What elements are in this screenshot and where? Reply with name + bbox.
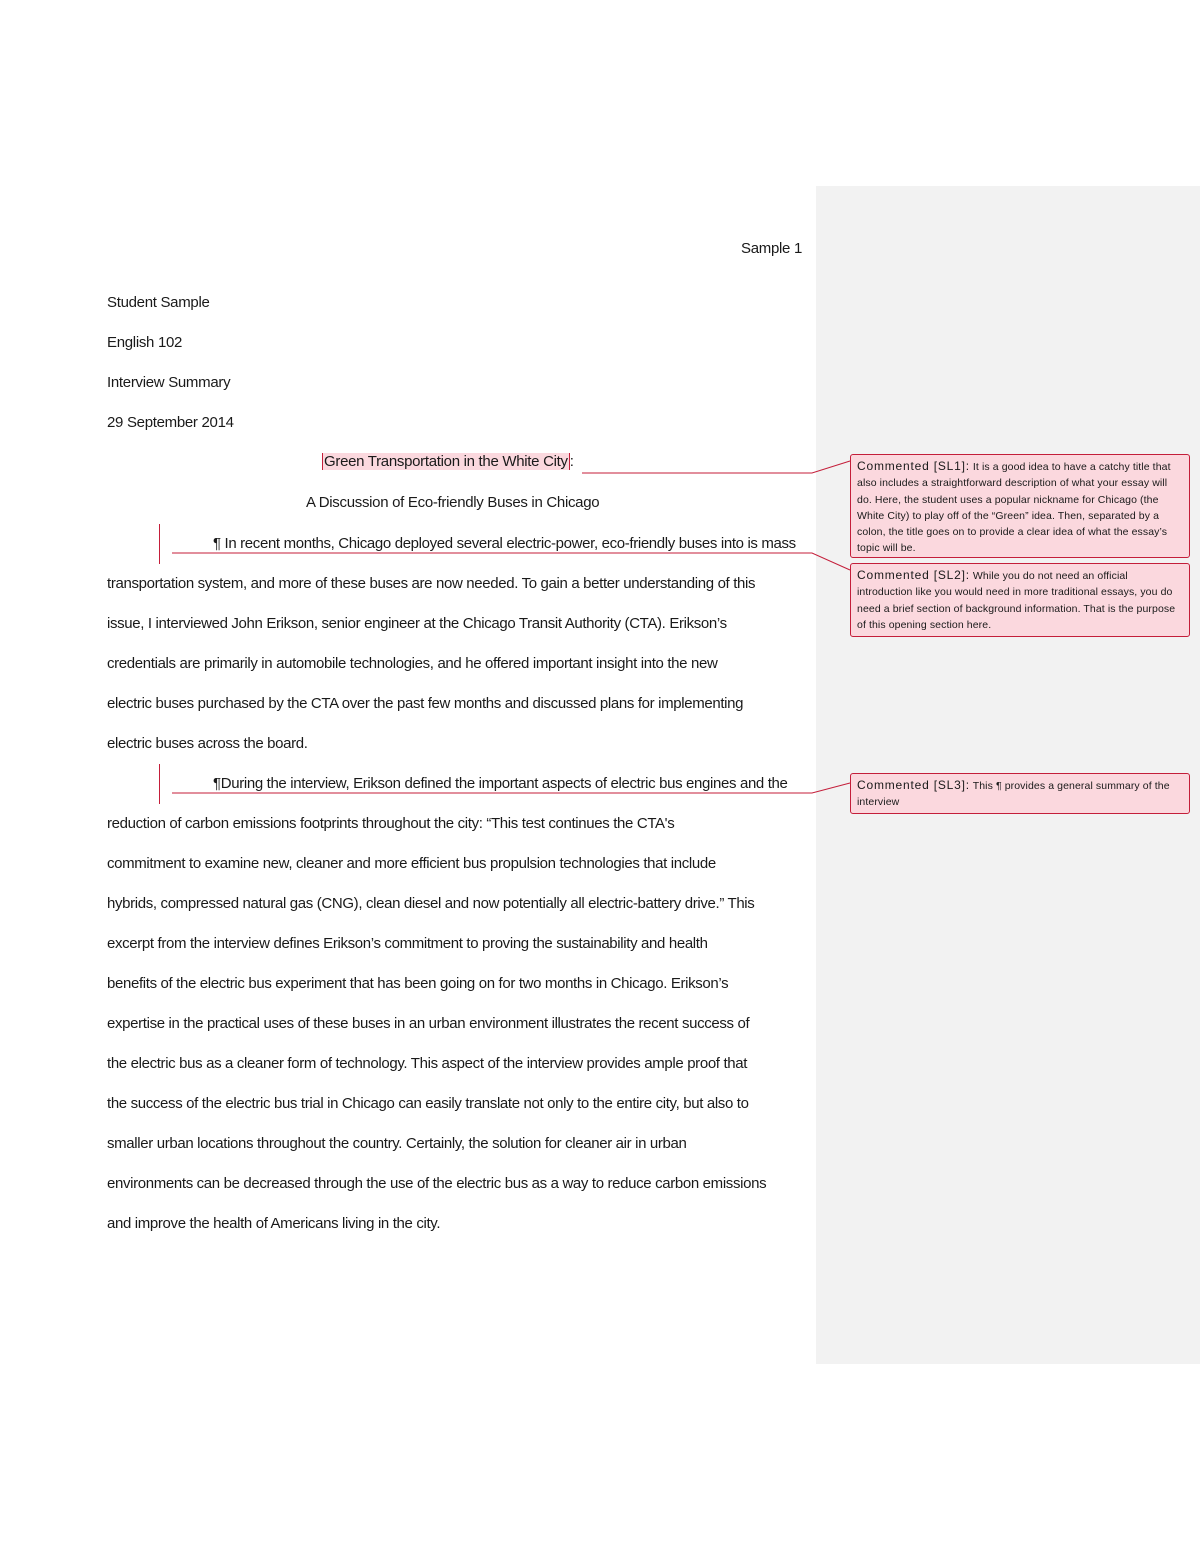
commented-pilcrow-1[interactable]: ¶ bbox=[159, 524, 221, 564]
paragraph-line: ¶ In recent months, Chicago deployed several electric-power, eco-friendly buses into is mass bbox=[107, 524, 807, 564]
paragraph-line: commitment to examine new, cleaner and more efficient bus propulsion technologies that include bbox=[107, 855, 716, 872]
paragraph-line: the success of the electric bus trial in Chicago can easily translate not only to the entire city, but also to bbox=[107, 1095, 749, 1112]
paragraph-line: reduction of carbon emissions footprints throughout the city: “This test continues the CTA's bbox=[107, 815, 675, 832]
essay-date: 29 September 2014 bbox=[107, 414, 234, 431]
comment-sl3[interactable] bbox=[850, 773, 1190, 814]
commented-pilcrow-2[interactable]: ¶ bbox=[159, 764, 221, 804]
paragraph-line: credentials are primarily in automobile technologies, and he offered important insight into the new bbox=[107, 655, 718, 672]
paragraph-line: benefits of the electric bus experiment that has been going on for two months in Chicago. Erikson’s bbox=[107, 975, 729, 992]
comment-connector-2 bbox=[172, 553, 850, 570]
comment-label: Commented [SL1]: bbox=[857, 459, 970, 473]
paragraph-line: issue, I interviewed John Erikson, senior engineer at the Chicago Transit Authority (CTA). Erikson’s bbox=[107, 615, 727, 632]
student-name: Student Sample bbox=[107, 294, 210, 311]
paragraph-line: transportation system, and more of these buses are now needed. To gain a better understanding of this bbox=[107, 575, 756, 592]
comment-connector-3 bbox=[172, 783, 850, 793]
title-colon: : bbox=[569, 453, 574, 470]
comment-text: This ¶ provides a general summary of the interview bbox=[857, 780, 1170, 809]
assignment-name: Interview Summary bbox=[107, 374, 231, 391]
comment-text: It is a good idea to have a catchy title that also includes a straightforward description of what your essay will do. Here, the student uses a popular nickname for Chicago (the White City) to play off of the “Green” idea. Then, separated by a colon, the title goes on to provide a clear idea of what the essay’s topic will be. bbox=[857, 461, 1171, 555]
paragraph-line: environments can be decreased through the use of the electric bus as a way to reduce carbon emissions bbox=[107, 1175, 767, 1192]
paragraph-line: and improve the health of Americans living in the city. bbox=[107, 1215, 441, 1232]
page-header: Sample 1 bbox=[741, 240, 802, 257]
comment-connector-1 bbox=[582, 461, 850, 473]
paragraph-line: electric buses purchased by the CTA over the past few months and discussed plans for implementing bbox=[107, 695, 744, 712]
course-name: English 102 bbox=[107, 334, 183, 351]
essay-subtitle: A Discussion of Eco-friendly Buses in Chicago bbox=[306, 494, 600, 511]
comment-sl2[interactable] bbox=[850, 563, 1190, 637]
comment-text: While you do not need an official introduction like you would need in more traditional essays, you do need a brief section of background information. That is the purpose of this opening section here. bbox=[857, 570, 1176, 631]
comment-label: Commented [SL2]: bbox=[857, 568, 970, 582]
commented-title-range[interactable]: Green Transportation in the White City bbox=[324, 453, 568, 470]
paragraph-line: expertise in the practical uses of these buses in an urban environment illustrates the recent success of bbox=[107, 1015, 750, 1032]
paragraph-line: hybrids, compressed natural gas (CNG), clean diesel and now potentially all electric-battery drive.” This bbox=[107, 895, 755, 912]
comment-sl1[interactable] bbox=[850, 454, 1190, 558]
paragraph-line: ¶During the interview, Erikson defined the important aspects of electric bus engines and the bbox=[107, 764, 807, 804]
paragraph-line: the electric bus as a cleaner form of technology. This aspect of the interview provides ample proof that bbox=[107, 1055, 748, 1072]
paragraph-line: electric buses across the board. bbox=[107, 735, 308, 752]
paragraph-line: smaller urban locations throughout the country. Certainly, the solution for cleaner air in urban bbox=[107, 1135, 687, 1152]
comment-label: Commented [SL3]: bbox=[857, 778, 970, 792]
paragraph-line: excerpt from the interview defines Erikson’s commitment to proving the sustainability and health bbox=[107, 935, 708, 952]
